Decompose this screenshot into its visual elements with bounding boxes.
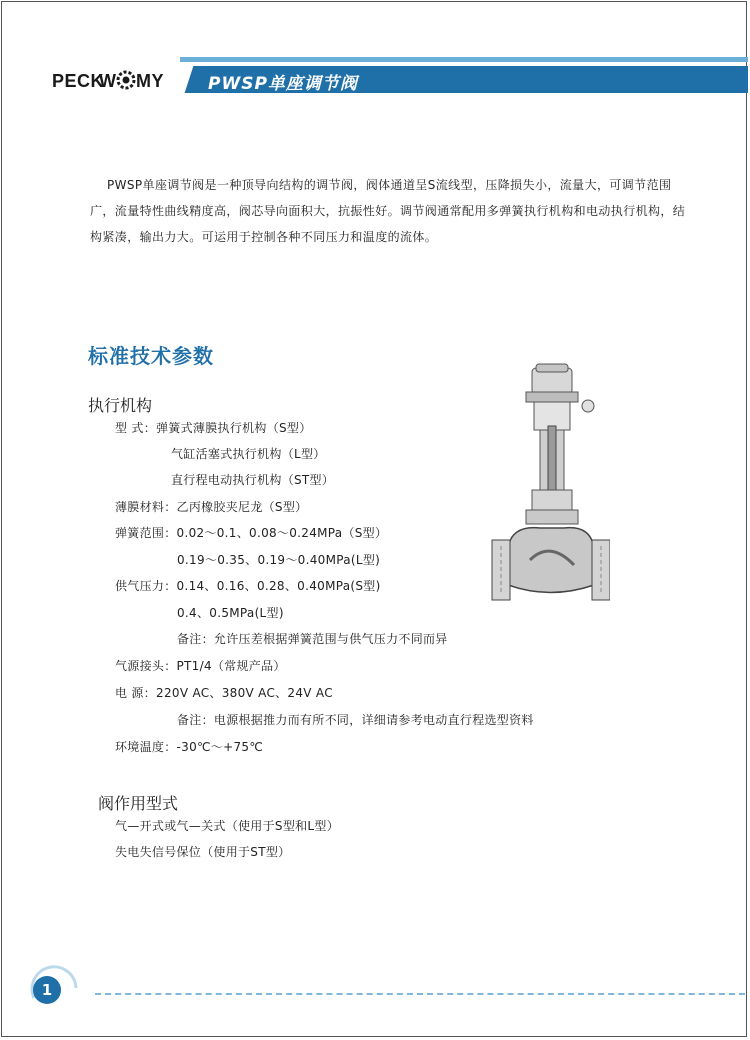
action-heading: 阀作用型式 xyxy=(98,794,179,813)
svg-text:PECK: PECK xyxy=(52,71,105,91)
power-note: 备注：电源根据推力而有所不同，详细请参考电动直行程选型资料 xyxy=(177,713,534,727)
power-label: 电 源： xyxy=(115,686,157,700)
svg-text:W: W xyxy=(99,71,117,91)
spring-value-1: 0.02～0.1、0.08～0.24MPa（S型） xyxy=(176,526,388,540)
supply-label: 供气压力： xyxy=(115,579,177,593)
power-value: 220V AC、380V AC、24V AC xyxy=(156,686,333,700)
spring-value-2: 0.19～0.35、0.19～0.40MPa(L型) xyxy=(177,553,381,567)
brand-logo xyxy=(52,67,172,93)
air-row xyxy=(115,657,286,674)
section-title: 标准技术参数 xyxy=(88,344,214,368)
supply-row xyxy=(115,577,381,594)
spring-row xyxy=(115,524,387,541)
air-value: PT1/4（常规产品） xyxy=(176,659,286,673)
temp-label: 环境温度： xyxy=(115,740,177,754)
page-title: PWSP单座调节阀 xyxy=(208,74,358,94)
page-number: 1 xyxy=(33,976,61,1004)
action-line-1: 气—开式或气—关式（使用于S型和L型） xyxy=(115,819,340,833)
page-frame xyxy=(1,1,747,1037)
valve-illustration xyxy=(490,360,610,610)
svg-text:MY: MY xyxy=(136,71,164,91)
brand-logo-mark xyxy=(52,68,172,92)
temp-row xyxy=(115,738,263,755)
actuator-type-label: 型 式： xyxy=(115,421,157,435)
actuator-type-row xyxy=(115,419,312,436)
supply-note: 备注：允许压差根据弹簧范围与供气压力不同而异 xyxy=(177,632,448,646)
actuator-heading: 执行机构 xyxy=(88,396,153,415)
supply-value-2: 0.4、0.5MPa(L型) xyxy=(177,606,284,620)
action-line-2: 失电失信号保位（使用于ST型） xyxy=(115,845,291,859)
intro-paragraph: PWSP单座调节阀是一种顶导向结构的调节阀，阀体通道呈S流线型，压降损失小，流量大，可调节范围广，流量特性曲线精度高，阀芯导向面积大，抗振性好。调节阀通常配用多弹簧执行机构和电动执行机构，结构紧凑，输出力大。可运用于控制各种不同压力和温度的流体。 xyxy=(90,178,686,244)
diaphragm-row xyxy=(115,498,307,515)
spring-label: 弹簧范围： xyxy=(115,526,177,540)
header-stripe xyxy=(180,57,748,62)
diaphragm-label: 薄膜材料： xyxy=(115,500,177,514)
actuator-type-3: 直行程电动执行机构（ST型） xyxy=(171,473,335,487)
air-label: 气源接头： xyxy=(115,659,177,673)
diaphragm-value: 乙丙橡胶夹尼龙（S型） xyxy=(176,500,308,514)
supply-value-1: 0.14、0.16、0.28、0.40MPa(S型) xyxy=(176,579,381,593)
actuator-type-1: 弹簧式薄膜执行机构（S型） xyxy=(156,421,312,435)
footer-dashed-line xyxy=(95,993,745,995)
actuator-type-2: 气缸活塞式执行机构（L型） xyxy=(171,447,326,461)
power-row xyxy=(115,684,333,701)
temp-value: -30℃～+75℃ xyxy=(176,740,264,754)
